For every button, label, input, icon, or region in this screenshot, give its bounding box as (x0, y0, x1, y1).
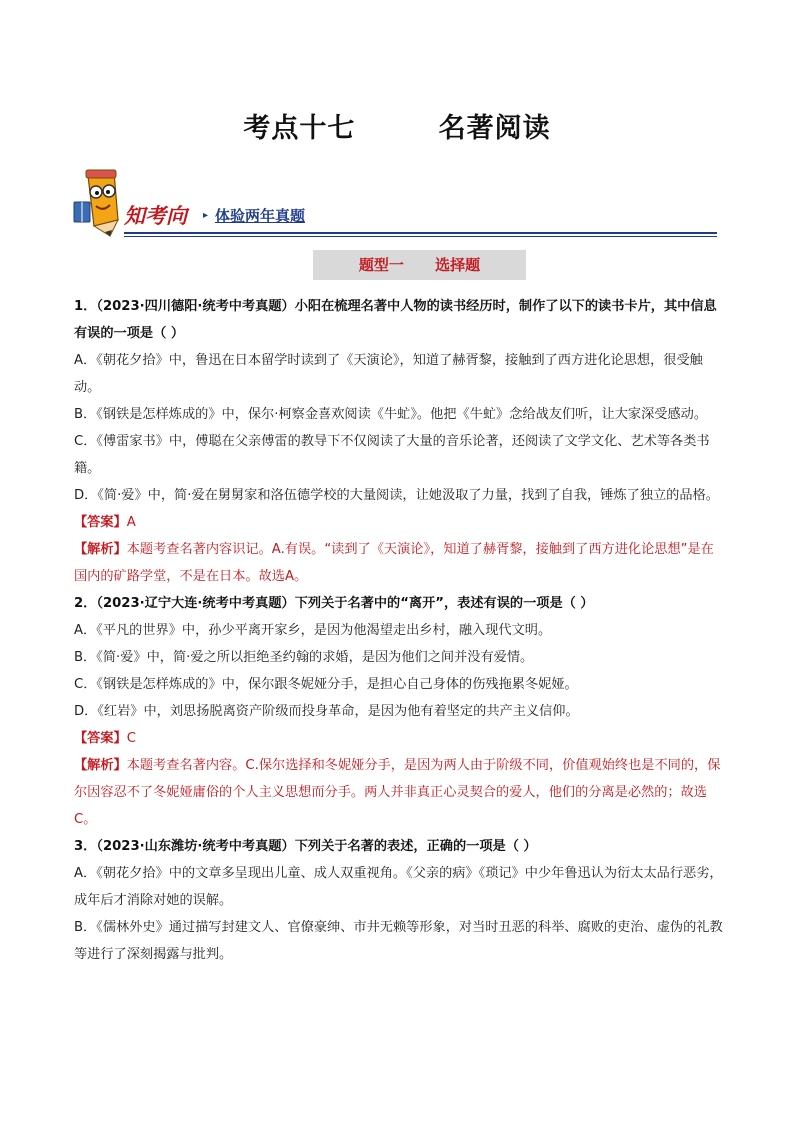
option-d: D．《红岩》中，刘思扬脱离资产阶级而投身革命，是因为他有着坚定的共产主义信仰。 (74, 704, 579, 719)
answer-value: A (126, 515, 136, 530)
banner-divider-thin (124, 236, 717, 237)
question-stem: 3．（2023·山东潍坊·统考中考真题）下列关于名著的表述，正确的一项是（ ） (74, 839, 537, 854)
question-stem: 1．（2023·四川德阳·统考中考真题）小阳在梳理名著中人物的读书经历时，制作了以下的读书卡片，其中信息有误的一项是（ ） (74, 299, 717, 341)
question-stem: 2．（2023·辽宁大连·统考中考真题）下列关于名著中的“离开”，表述有误的一项是（ ） (74, 596, 594, 611)
option-a: A．《平凡的世界》中，孙少平离开家乡，是因为他渴望走出乡村，融入现代文明。 (74, 623, 552, 638)
question-list (74, 293, 724, 968)
option-b: B．《钢铁是怎样炼成的》中，保尔·柯察金喜欢阅读《牛虻》。他把《牛虻》念给战友们听，让大家深受感动。 (74, 407, 708, 422)
option-d: D．《简·爱》中，简·爱在舅舅家和洛伍德学校的大量阅读，让她汲取了力量，找到了自我，锤炼了独立的品格。 (74, 488, 719, 503)
explanation-text: 本题考查名著内容识记。A.有误。“读到了《天演论》，知道了赫胥黎，接触到了西方进化论思想”是在国内的矿路学堂，不是在日本。故选A。 (74, 542, 714, 584)
option-b: B．《简·爱》中，简·爱之所以拒绝圣约翰的求婚，是因为他们之间并没有爱情。 (74, 650, 534, 665)
pencil-mascot-icon (72, 168, 128, 240)
banner-divider (124, 232, 717, 234)
option-a: A．《朝花夕拾》中的文章多呈现出儿童、成人双重视角。《父亲的病》《琐记》中少年鲁迅认为衍太太品行恶劣，成年后才消除对她的误解。 (74, 866, 723, 908)
question-item (74, 833, 724, 968)
answer-line (74, 509, 724, 536)
option-c: C．《钢铁是怎样炼成的》中，保尔跟冬妮娅分手，是担心自己身体的伤残拖累冬妮娅。 (74, 677, 578, 692)
question-item (74, 293, 724, 590)
banner-arrow-icon: ▸ (203, 210, 209, 221)
banner-title: 知考向 (124, 204, 187, 228)
option-c: C．《傅雷家书》中，傅聪在父亲傅雷的教导下不仅阅读了大量的音乐论著，还阅读了文学文化、艺术等各类书籍。 (74, 434, 710, 476)
answer-line (74, 725, 724, 752)
option-a: A．《朝花夕拾》中，鲁迅在日本留学时读到了《天演论》，知道了赫胥黎，接触到了西方进化论思想，很受触动。 (74, 353, 703, 395)
explanation-line (74, 752, 724, 833)
answer-label: 【答案】 (74, 731, 127, 746)
explanation-label: 【解析】 (74, 758, 127, 773)
explanation-text: 本题考查名著内容。C.保尔选择和冬妮娅分手，是因为两人由于阶级不同，价值观始终也是不同的，保尔因容忍不了冬妮娅庸俗的个人主义思想而分手。两人并非真正心灵契合的爱人，他们的分离是必然的；故选C。 (74, 758, 721, 827)
banner-subtitle: 体验两年真题 (215, 207, 306, 225)
answer-value: C (126, 731, 136, 746)
answer-label: 【答案】 (74, 515, 127, 530)
section-heading: 题型一 选择题 (313, 250, 526, 280)
page-title: 考点十七 名著阅读 (243, 113, 551, 144)
section-banner (72, 168, 717, 240)
question-item (74, 590, 724, 833)
explanation-label: 【解析】 (74, 542, 127, 557)
option-b: B．《儒林外史》通过描写封建文人、官僚豪绅、市井无赖等形象，对当时丑恶的科举、腐败的吏治、虚伪的礼教等进行了深刻揭露与批判。 (74, 920, 723, 962)
explanation-line (74, 536, 724, 590)
